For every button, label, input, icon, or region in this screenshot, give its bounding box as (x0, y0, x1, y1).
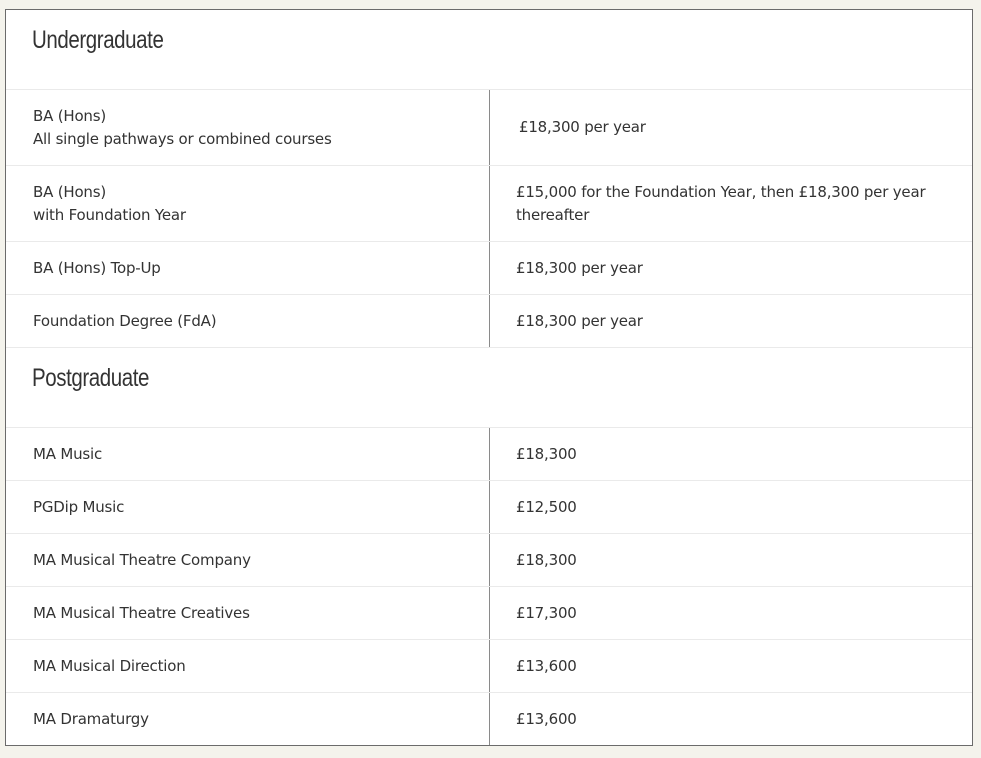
course-cell (6, 90, 490, 165)
fee-value: £15,000 for the Foundation Year, then £18,300 per year thereafter (516, 182, 926, 224)
course-name: MA Dramaturgy (33, 709, 149, 728)
table-row (6, 587, 972, 640)
course-name: PGDip Music (33, 497, 125, 516)
fee-value: £13,600 (516, 656, 577, 675)
course-cell (6, 166, 490, 241)
fee-value: £18,300 per year (519, 118, 646, 136)
course-name: BA (Hons) (33, 106, 107, 125)
fee-value: £17,300 (516, 603, 577, 622)
undergraduate-section-header (6, 10, 972, 90)
course-cell (6, 481, 490, 533)
course-cell (6, 640, 490, 692)
course-cell (6, 693, 490, 745)
fee-cell (490, 90, 972, 165)
fee-value: £18,300 (516, 444, 577, 463)
course-name: Foundation Degree (FdA) (33, 311, 217, 330)
fee-cell (490, 640, 972, 692)
fee-cell (490, 693, 972, 745)
course-cell (6, 242, 490, 294)
fee-value: £12,500 (516, 497, 577, 516)
fee-cell (490, 428, 972, 480)
table-row (6, 428, 972, 481)
course-name: MA Music (33, 444, 103, 463)
fee-value: £13,600 (516, 709, 577, 728)
fee-value: £18,300 (516, 550, 577, 569)
course-name: MA Musical Theatre Creatives (33, 603, 250, 622)
fee-cell (490, 166, 972, 241)
course-cell (6, 534, 490, 586)
course-name: MA Musical Theatre Company (33, 550, 251, 569)
course-name: BA (Hons) Top-Up (33, 258, 161, 277)
course-subtitle: All single pathways or combined courses (33, 129, 332, 148)
postgraduate-heading: Postgraduate (32, 364, 150, 392)
fee-cell (490, 481, 972, 533)
table-row (6, 242, 972, 295)
course-subtitle: with Foundation Year (33, 205, 186, 224)
course-name: MA Musical Direction (33, 656, 186, 675)
fee-cell (490, 295, 972, 347)
course-cell (6, 587, 490, 639)
course-name: BA (Hons) (33, 182, 107, 201)
table-row (6, 640, 972, 693)
table-row (6, 534, 972, 587)
table-row (6, 693, 972, 745)
course-cell (6, 428, 490, 480)
table-row (6, 90, 972, 166)
fee-cell (490, 242, 972, 294)
tuition-fees-table (5, 9, 973, 746)
fee-value: £18,300 per year (516, 311, 643, 330)
fee-cell (490, 587, 972, 639)
postgraduate-section-header (6, 348, 972, 428)
undergraduate-heading: Undergraduate (32, 26, 164, 54)
fee-value: £18,300 per year (516, 258, 643, 277)
table-row (6, 166, 972, 242)
course-cell (6, 295, 490, 347)
fee-cell (490, 534, 972, 586)
table-row (6, 295, 972, 348)
table-row (6, 481, 972, 534)
